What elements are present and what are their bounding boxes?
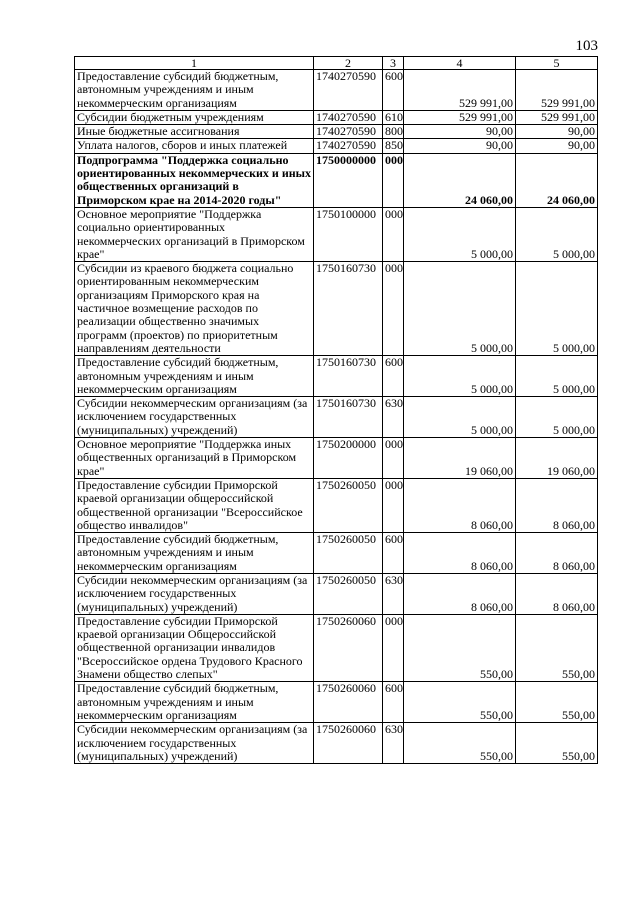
target-article-code-cell: 1740270590: [314, 139, 383, 153]
expense-type-code-cell: 610: [383, 110, 404, 124]
column-header: 1: [75, 57, 314, 70]
expense-type-code-cell: 800: [383, 125, 404, 139]
amount-cell-col4: 5 000,00: [404, 207, 516, 261]
table-row: [75, 153, 598, 207]
table-row: [75, 110, 598, 124]
target-article-code-cell: 1750260050: [314, 478, 383, 532]
expense-type-code-cell: 000: [383, 614, 404, 681]
amount-cell-col4: 8 060,00: [404, 573, 516, 614]
table-row: [75, 125, 598, 139]
amount-cell-col4: 8 060,00: [404, 478, 516, 532]
amount-cell-col4: 550,00: [404, 614, 516, 681]
amount-cell-col4: 19 060,00: [404, 438, 516, 479]
target-article-code-cell: 1750200000: [314, 438, 383, 479]
expense-type-code-cell: 600: [383, 356, 404, 397]
expense-type-code-cell: 630: [383, 397, 404, 438]
expense-type-code-cell: 600: [383, 533, 404, 574]
row-name-cell: Уплата налогов, сборов и иных платежей: [75, 139, 314, 153]
amount-cell-col4: 5 000,00: [404, 356, 516, 397]
row-name-cell: Предоставление субсидии Приморской краевой организации общероссийской общественной организации "Всероссийское общество инвалидов": [75, 478, 314, 532]
amount-cell-col4: 90,00: [404, 125, 516, 139]
amount-cell-col4: 90,00: [404, 139, 516, 153]
amount-cell-col4: 529 991,00: [404, 110, 516, 124]
expense-type-code-cell: 000: [383, 438, 404, 479]
column-header: 2: [314, 57, 383, 70]
amount-cell-col5: 550,00: [516, 682, 598, 723]
target-article-code-cell: 1740270590: [314, 125, 383, 139]
amount-cell-col5: 5 000,00: [516, 207, 598, 261]
row-name-cell: Субсидии некоммерческим организациям (за исключением государственных (муниципальных) учреждений): [75, 397, 314, 438]
column-header: 4: [404, 57, 516, 70]
amount-cell-col5: 24 060,00: [516, 153, 598, 207]
table-row: [75, 207, 598, 261]
row-name-cell: Субсидии некоммерческим организациям (за исключением государственных (муниципальных) учреждений): [75, 573, 314, 614]
table-row: [75, 614, 598, 681]
budget-table-body: [75, 57, 598, 764]
budget-table: [74, 56, 598, 764]
row-name-cell: Субсидии из краевого бюджета социально ориентированным некоммерческим организациям Приморского края на частичное возмещение расходов по реализации общественно значимых программ (проектов) по приоритетным направлениям деятельности: [75, 262, 314, 356]
amount-cell-col5: 550,00: [516, 723, 598, 764]
expense-type-code-cell: 600: [383, 682, 404, 723]
target-article-code-cell: 1740270590: [314, 110, 383, 124]
target-article-code-cell: 1750160730: [314, 262, 383, 356]
amount-cell-col5: 90,00: [516, 125, 598, 139]
table-header-row: [75, 57, 598, 70]
amount-cell-col4: 529 991,00: [404, 70, 516, 111]
expense-type-code-cell: 000: [383, 207, 404, 261]
table-row: [75, 139, 598, 153]
target-article-code-cell: 1750260060: [314, 682, 383, 723]
expense-type-code-cell: 600: [383, 70, 404, 111]
amount-cell-col5: 550,00: [516, 614, 598, 681]
row-name-cell: Предоставление субсидий бюджетным, автономным учреждениям и иным некоммерческим организациям: [75, 682, 314, 723]
amount-cell-col4: 550,00: [404, 723, 516, 764]
expense-type-code-cell: 850: [383, 139, 404, 153]
column-header: 3: [383, 57, 404, 70]
target-article-code-cell: 1750160730: [314, 356, 383, 397]
table-row: [75, 438, 598, 479]
row-name-cell: Предоставление субсидий бюджетным, автономным учреждениям и иным некоммерческим организациям: [75, 70, 314, 111]
table-row: [75, 723, 598, 764]
amount-cell-col5: 8 060,00: [516, 533, 598, 574]
amount-cell-col4: 550,00: [404, 682, 516, 723]
row-name-cell: Предоставление субсидий бюджетным, автономным учреждениям и иным некоммерческим организациям: [75, 533, 314, 574]
amount-cell-col5: 5 000,00: [516, 397, 598, 438]
table-row: [75, 478, 598, 532]
amount-cell-col5: 529 991,00: [516, 110, 598, 124]
table-row: [75, 356, 598, 397]
amount-cell-col4: 24 060,00: [404, 153, 516, 207]
row-name-cell: Субсидии некоммерческим организациям (за исключением государственных (муниципальных) учреждений): [75, 723, 314, 764]
expense-type-code-cell: 630: [383, 573, 404, 614]
expense-type-code-cell: 000: [383, 153, 404, 207]
table-row: [75, 262, 598, 356]
expense-type-code-cell: 000: [383, 262, 404, 356]
amount-cell-col5: 5 000,00: [516, 262, 598, 356]
expense-type-code-cell: 630: [383, 723, 404, 764]
target-article-code-cell: 1750260060: [314, 723, 383, 764]
amount-cell-col5: 19 060,00: [516, 438, 598, 479]
row-name-cell: Основное мероприятие "Поддержка иных общественных организаций в Приморском крае": [75, 438, 314, 479]
table-row: [75, 70, 598, 111]
target-article-code-cell: 1750100000: [314, 207, 383, 261]
target-article-code-cell: 1750260050: [314, 533, 383, 574]
table-row: [75, 397, 598, 438]
amount-cell-col5: 8 060,00: [516, 478, 598, 532]
amount-cell-col5: 90,00: [516, 139, 598, 153]
row-name-cell: Иные бюджетные ассигнования: [75, 125, 314, 139]
row-name-cell: Предоставление субсидии Приморской краевой организации Общероссийской общественной организации инвалидов "Всероссийское ордена Трудового Красного Знамени общество слепых": [75, 614, 314, 681]
amount-cell-col4: 5 000,00: [404, 397, 516, 438]
amount-cell-col5: 8 060,00: [516, 573, 598, 614]
target-article-code-cell: 1740270590: [314, 70, 383, 111]
amount-cell-col5: 529 991,00: [516, 70, 598, 111]
row-name-cell: Подпрограмма "Поддержка социально ориентированных некоммерческих и иных общественных организаций в Приморском крае на 2014-2020 годы": [75, 153, 314, 207]
amount-cell-col4: 8 060,00: [404, 533, 516, 574]
amount-cell-col4: 5 000,00: [404, 262, 516, 356]
table-row: [75, 573, 598, 614]
row-name-cell: Основное мероприятие "Поддержка социально ориентированных некоммерческих организаций в Приморском крае": [75, 207, 314, 261]
column-header: 5: [516, 57, 598, 70]
target-article-code-cell: 1750000000: [314, 153, 383, 207]
expense-type-code-cell: 000: [383, 478, 404, 532]
target-article-code-cell: 1750260060: [314, 614, 383, 681]
target-article-code-cell: 1750260050: [314, 573, 383, 614]
amount-cell-col5: 5 000,00: [516, 356, 598, 397]
target-article-code-cell: 1750160730: [314, 397, 383, 438]
page-number: 103: [575, 38, 598, 54]
table-row: [75, 682, 598, 723]
row-name-cell: Предоставление субсидий бюджетным, автономным учреждениям и иным некоммерческим организациям: [75, 356, 314, 397]
table-row: [75, 533, 598, 574]
row-name-cell: Субсидии бюджетным учреждениям: [75, 110, 314, 124]
